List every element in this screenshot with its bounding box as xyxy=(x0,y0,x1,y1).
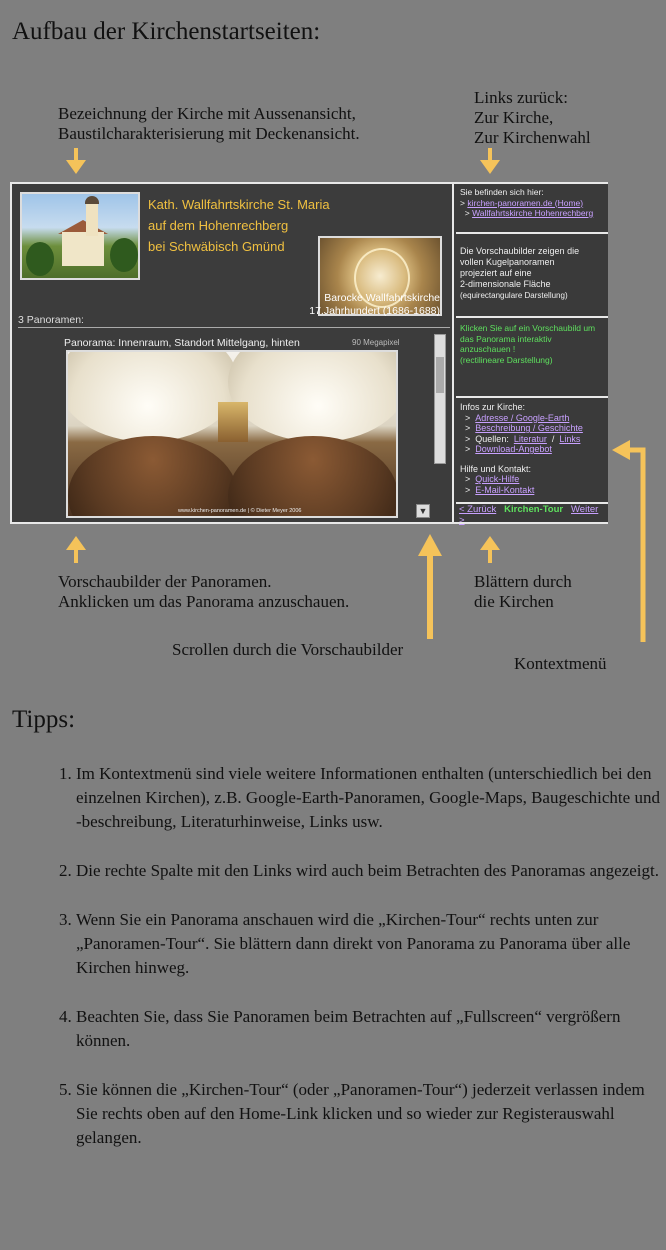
annotation-line: Anklicken um das Panorama anzuschauen. xyxy=(58,592,350,611)
click-hint-box xyxy=(456,318,608,398)
church-link[interactable]: Wallfahrtskirche Hohenrechberg xyxy=(472,208,594,218)
church-info-menu xyxy=(456,398,608,504)
annotation-line: Zur Kirche, xyxy=(474,108,554,127)
church-title-line: auf dem Hohenrechberg xyxy=(148,218,289,233)
annotation-line: Blättern durch xyxy=(474,572,572,591)
breadcrumb-label: Sie befinden sich hier: xyxy=(460,187,544,197)
arrow-up-icon xyxy=(66,536,86,563)
church-title-line: Kath. Wallfahrtskirche St. Maria xyxy=(148,197,330,212)
bullet: > xyxy=(465,412,471,423)
church-exterior-photo[interactable] xyxy=(20,192,140,280)
click-line: anzuschauen ! xyxy=(460,344,516,354)
church-title xyxy=(148,194,330,257)
nav-back-link[interactable]: < Zurück xyxy=(459,504,497,515)
home-link[interactable]: kirchen-panoramen.de (Home) xyxy=(467,197,584,208)
context-menu xyxy=(456,184,608,526)
annotation-line: Links zurück: xyxy=(474,88,568,107)
bullet: > xyxy=(465,474,471,484)
tipp-item: 2. Die rechte Spalte mit den Links wird auch beim Betrachten des Panoramas angezeigt. xyxy=(76,859,666,883)
info-line: 2-dimensionale Fläche xyxy=(460,279,551,289)
sources-separator: / xyxy=(551,433,555,444)
info-box xyxy=(456,234,608,318)
click-line: Klicken Sie auf ein Vorschaubild um xyxy=(460,323,596,333)
tipp-item: 5. Sie können die „Kirchen-Tour“ (oder „Panoramen-Tour“) jederzeit verlassen indem Sie rechts oben auf den Home-Link klicken und so wieder zur Registerauswahl gelangen. xyxy=(76,1078,666,1150)
arrow-up-icon xyxy=(480,536,500,563)
tipps-list xyxy=(36,762,666,1175)
info-line: Die Vorschaubilder zeigen die xyxy=(460,246,580,256)
arrow-down-icon xyxy=(66,148,86,174)
info-note: (equirectangulare Darstellung) xyxy=(460,291,568,300)
annotation-line: Vorschaubilder der Panoramen. xyxy=(58,572,272,591)
sources-label: Quellen: xyxy=(475,433,509,444)
arrow-up-icon xyxy=(418,534,442,639)
annotation-line: Baustilcharakterisierung mit Deckenansicht. xyxy=(58,124,360,143)
bullet: > xyxy=(465,423,471,433)
address-link[interactable]: Adresse / Google-Earth xyxy=(475,412,570,423)
scrollbar-thumb[interactable] xyxy=(436,357,444,393)
info-line: projeziert auf eine xyxy=(460,268,532,278)
download-link[interactable]: Download-Angebot xyxy=(475,444,552,454)
breadcrumb xyxy=(456,184,608,234)
page-title: Aufbau der Kirchenstartseiten: xyxy=(12,18,321,45)
annotation-browse xyxy=(474,572,572,612)
email-link[interactable]: E-Mail-Kontakt xyxy=(475,484,535,495)
annotation-context-menu: Kontextmenü xyxy=(514,654,607,673)
click-note: (rectilineare Darstellung) xyxy=(460,354,553,365)
panorama-count: 3 Panoramen: xyxy=(18,314,450,328)
thumbnail-scrollbar[interactable] xyxy=(434,334,446,464)
nav-tour-label[interactable]: Kirchen-Tour xyxy=(504,504,564,515)
annotation-line: Bezeichnung der Kirche mit Aussenansicht, xyxy=(58,104,356,123)
infos-label: Infos zur Kirche: xyxy=(460,402,526,412)
tipp-item: 3. Wenn Sie ein Panorama anschauen wird die „Kirchen-Tour“ rechts unten zur „Panoramen-Tour“. Sie blättern dann direkt von Panorama zu Panorama über alle Kirchen hinweg. xyxy=(76,908,666,980)
tipps-heading: Tipps: xyxy=(12,706,76,733)
help-label: Hilfe und Kontakt: xyxy=(460,463,532,474)
panorama-megapixel: 90 Megapixel xyxy=(352,338,400,347)
nav-next-link[interactable]: Weiter > xyxy=(459,504,599,526)
annotation-line: die Kirchen xyxy=(474,592,554,611)
style-line: 17.Jahrhundert (1686-1688) xyxy=(309,305,440,317)
bullet: > xyxy=(460,197,465,208)
bullet: > xyxy=(465,444,471,454)
page-screenshot xyxy=(10,182,608,524)
info-line: vollen Kugelpanoramen xyxy=(460,257,555,267)
arrow-left-icon xyxy=(612,440,643,642)
tour-navigation xyxy=(456,504,608,526)
bullet: > xyxy=(464,208,470,218)
quickhelp-link[interactable]: Quick-Hilfe xyxy=(475,474,520,484)
literature-link[interactable]: Literatur xyxy=(513,433,547,444)
style-line: Barocke Wallfahrtskirche xyxy=(324,292,440,304)
annotation-scroll: Scrollen durch die Vorschaubilder xyxy=(172,640,404,659)
panorama-caption: Panorama: Innenraum, Standort Mittelgang, hinten xyxy=(64,337,300,349)
click-line: das Panorama interaktiv xyxy=(460,333,552,344)
links-link[interactable]: Links xyxy=(559,433,581,444)
panorama-credit: www.kirchen-panoramen.de | © Dieter Meyer 2006 xyxy=(178,508,302,514)
description-link[interactable]: Beschreibung / Geschichte xyxy=(475,423,583,433)
church-title-line: bei Schwäbisch Gmünd xyxy=(148,239,285,254)
bullet: > xyxy=(465,484,471,495)
arrow-down-icon xyxy=(480,148,500,174)
bullet: > xyxy=(465,433,471,444)
annotation-line: Zur Kirchenwahl xyxy=(474,128,591,147)
scroll-down-button[interactable]: ▼ xyxy=(416,504,430,518)
main-pane xyxy=(12,184,454,522)
annotation-thumbnails xyxy=(58,572,349,612)
tipp-item: 1. Im Kontextmenü sind viele weitere Informationen enthalten (unterschiedlich bei den einzelnen Kirchen), z.B. Google-Earth-Panoramen, Google-Maps, Baugeschichte und -beschreibung, Literaturhinweise, Links usw. xyxy=(76,762,666,834)
panorama-thumbnail[interactable] xyxy=(66,350,398,518)
tipp-item: 4. Beachten Sie, dass Sie Panoramen beim Betrachten auf „Fullscreen“ vergrößern können. xyxy=(76,1005,666,1053)
